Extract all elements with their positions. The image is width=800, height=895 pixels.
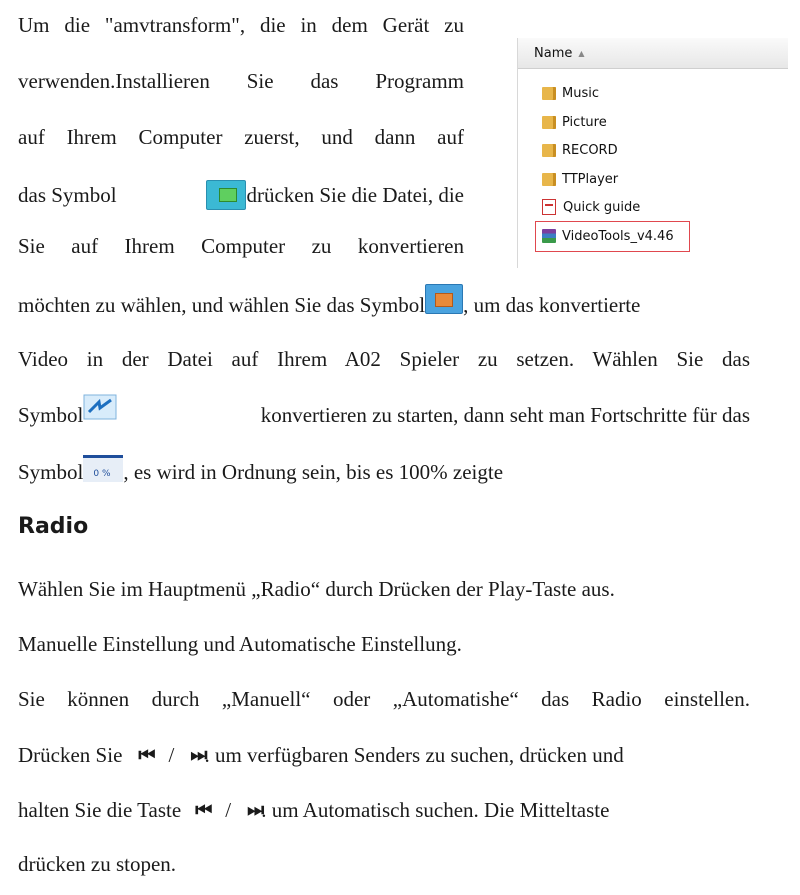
paragraph-text: Drücken Sie bbox=[18, 743, 123, 767]
sort-ascending-icon: ▲ bbox=[578, 48, 585, 58]
item-label: Music bbox=[562, 85, 599, 101]
column-header-label: Name bbox=[534, 45, 573, 61]
pdf-icon bbox=[542, 199, 556, 215]
folder-item[interactable] bbox=[542, 111, 607, 133]
paragraph-line bbox=[18, 290, 750, 320]
paragraph-line bbox=[18, 741, 750, 769]
name-column-header[interactable] bbox=[518, 38, 788, 69]
paragraph-text: Symbol bbox=[18, 403, 84, 427]
folder-item[interactable] bbox=[542, 168, 618, 190]
paragraph-text: . um Automatisch suchen. Die Mitteltaste bbox=[261, 798, 610, 822]
paragraph-line bbox=[18, 796, 750, 824]
paragraph-text: , es wird in Ordnung sein, bis es 100% zeigte bbox=[123, 460, 504, 484]
folder-icon bbox=[542, 144, 556, 157]
separator: / bbox=[168, 743, 175, 767]
selection-highlight bbox=[535, 221, 690, 252]
paragraph-line bbox=[18, 401, 750, 429]
paragraph-segment bbox=[18, 796, 609, 824]
folder-item[interactable] bbox=[542, 139, 618, 161]
paragraph-line: verwenden.Installieren Sie das Programm bbox=[18, 69, 464, 93]
previous-track-icon: ⏮ bbox=[195, 799, 210, 821]
paragraph-text: konvertieren zu starten, dann seht man Fortschritte für das bbox=[260, 403, 750, 427]
paragraph-line: Um die "amvtransform", die in dem Gerät zu bbox=[18, 13, 464, 37]
paragraph-text: drücken Sie die Datei, die bbox=[246, 183, 464, 207]
paragraph-line: auf Ihrem Computer zuerst, und dann auf bbox=[18, 125, 464, 149]
paragraph-text: möchten zu wählen, und wählen Sie das Symbol bbox=[18, 293, 426, 317]
section-heading: Radio bbox=[18, 514, 89, 539]
previous-track-icon: ⏮ bbox=[138, 744, 153, 766]
paragraph-segment bbox=[18, 401, 117, 429]
folder-icon bbox=[542, 116, 556, 129]
item-label: Quick guide bbox=[563, 199, 641, 215]
paragraph-text: , um das konvertierte bbox=[463, 293, 641, 317]
paragraph-segment bbox=[18, 741, 624, 769]
paragraph-line: Wählen Sie im Hauptmenü „Radio“ durch Drücken der Play-Taste aus. bbox=[18, 577, 615, 601]
separator: / bbox=[225, 798, 232, 822]
file-item[interactable] bbox=[542, 196, 640, 218]
paragraph-line: Manuelle Einstellung und Automatische Einstellung. bbox=[18, 632, 462, 656]
start-convert-icon bbox=[83, 394, 117, 420]
item-label: VideoTools_v4.46 bbox=[562, 228, 674, 244]
paragraph-line bbox=[18, 180, 464, 210]
item-label: Picture bbox=[562, 114, 607, 130]
paragraph-text: Symbol bbox=[18, 460, 84, 484]
progress-icon bbox=[83, 455, 123, 482]
paragraph-text: das Symbol bbox=[18, 183, 117, 207]
next-track-icon: ⏭ bbox=[190, 744, 205, 766]
next-track-icon: ⏭ bbox=[247, 799, 262, 821]
folder-icon bbox=[542, 173, 556, 186]
output-folder-icon bbox=[425, 284, 463, 314]
item-label: TTPlayer bbox=[562, 171, 619, 187]
paragraph-line: Sie auf Ihrem Computer zu konvertieren bbox=[18, 234, 464, 258]
paragraph-text: . um verfügbaren Senders zu suchen, drücken und bbox=[204, 743, 624, 767]
paragraph-line: drücken zu stopen. bbox=[18, 852, 177, 876]
amvtransform-icon bbox=[206, 180, 246, 210]
folder-item[interactable] bbox=[542, 82, 599, 104]
paragraph-line: Sie können durch „Manuell“ oder „Automatishe“ das Radio einstellen. bbox=[18, 687, 750, 711]
paragraph-line bbox=[18, 458, 750, 486]
folder-icon bbox=[542, 87, 556, 100]
item-label: RECORD bbox=[562, 142, 618, 158]
progress-icon-label: 0 % bbox=[93, 468, 111, 479]
paragraph-segment bbox=[206, 180, 464, 210]
paragraph-text: halten Sie die Taste bbox=[18, 798, 182, 822]
paragraph-line: Video in der Datei auf Ihrem A02 Spieler zu setzen. Wählen Sie das bbox=[18, 347, 750, 371]
